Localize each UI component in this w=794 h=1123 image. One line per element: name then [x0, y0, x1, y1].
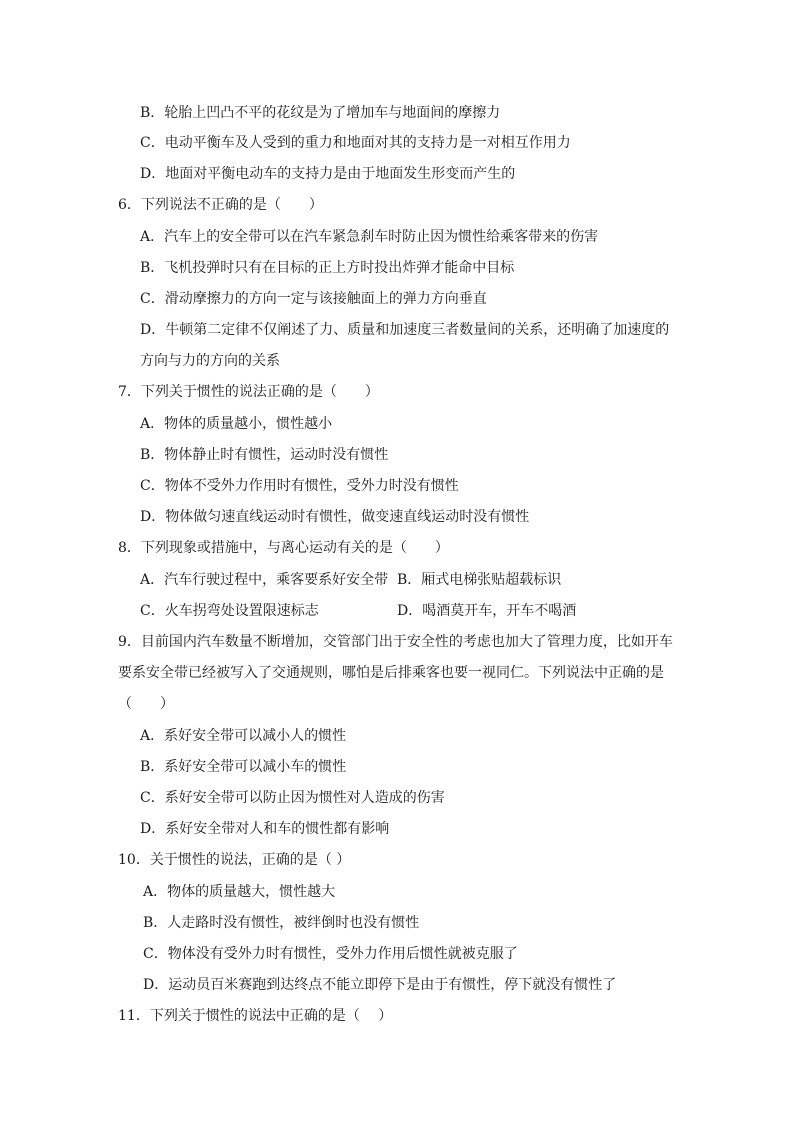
q8-option-d: D．喝酒莫开车，开车不喝酒 [397, 603, 577, 619]
q5-option-d: D．地面对平衡电动车的支持力是由于地面发生形变而产生的 [140, 166, 516, 182]
q5-option-b: B．轮胎上凹凸不平的花纹是为了增加车与地面间的摩擦力 [140, 105, 501, 121]
q6-option-d-continued: 方向与力的方向的关系 [140, 353, 280, 369]
q8-stem: 8．下列现象或措施中，与离心运动有关的是（ ） [118, 540, 449, 556]
q9-stem-line-2: 要系安全带已经被写入了交通规则，哪怕是后排乘客也要一视同仁。下列说法中正确的是 [118, 665, 664, 681]
q7-option-a: A．物体的质量越小，惯性越小 [140, 416, 333, 432]
q8-option-c: C．火车拐弯处设置限速标志 [140, 603, 319, 619]
q8-option-a: A．汽车行驶过程中，乘客要系好安全带 [140, 572, 389, 588]
q7-option-b: B．物体静止时有惯性，运动时没有惯性 [140, 447, 389, 463]
q6-option-c: C．滑动摩擦力的方向一定与该接触面上的弹力方向垂直 [140, 291, 487, 307]
q7-option-c: C．物体不受外力作用时有惯性，受外力时没有惯性 [140, 478, 459, 494]
q11-stem: 11．下列关于惯性的说法中正确的是（ ） [118, 1008, 393, 1024]
q10-option-c: C．物体没有受外力时有惯性，受外力作用后惯性就被克服了 [143, 946, 518, 962]
q9-stem-line-3: （ ） [118, 696, 174, 712]
q9-option-a: A．系好安全带可以减小人的惯性 [140, 728, 347, 744]
q7-option-d: D．物体做匀速直线运动时有惯性，做变速直线运动时没有惯性 [140, 509, 530, 525]
q6-option-a: A．汽车上的安全带可以在汽车紧急刹车时防止因为惯性给乘客带来的伤害 [140, 229, 599, 245]
q7-stem: 7．下列关于惯性的说法正确的是（ ） [118, 384, 379, 400]
q6-option-b: B．飞机投弹时只有在目标的正上方时投出炸弹才能命中目标 [140, 260, 515, 276]
q6-option-d: D．牛顿第二定律不仅阐述了力、质量和加速度三者数量间的关系，还明确了加速度的 [140, 322, 670, 338]
q9-option-b: B．系好安全带可以减小车的惯性 [140, 759, 347, 775]
q5-option-c: C．电动平衡车及人受到的重力和地面对其的支持力是一对相互作用力 [140, 135, 571, 151]
q9-stem-line-1: 9．目前国内汽车数量不断增加，交管部门出于安全性的考虑也加大了管理力度，比如开车 [118, 634, 673, 650]
q8-option-b: B．厢式电梯张贴超载标识 [397, 572, 562, 588]
q9-option-d: D．系好安全带对人和车的惯性都有影响 [140, 821, 390, 837]
q10-option-a: A．物体的质量越大，惯性越大 [143, 884, 336, 900]
q10-stem: 10．关于惯性的说法，正确的是（ ） [118, 852, 351, 868]
q10-option-b: B．人走路时没有惯性，被绊倒时也没有惯性 [143, 915, 420, 931]
q10-option-d: D．运动员百米赛跑到达终点不能立即停下是由于有惯性，停下就没有惯性了 [143, 977, 617, 993]
q9-option-c: C．系好安全带可以防止因为惯性对人造成的伤害 [140, 790, 445, 806]
q6-stem: 6．下列说法不正确的是（ ） [118, 197, 323, 213]
